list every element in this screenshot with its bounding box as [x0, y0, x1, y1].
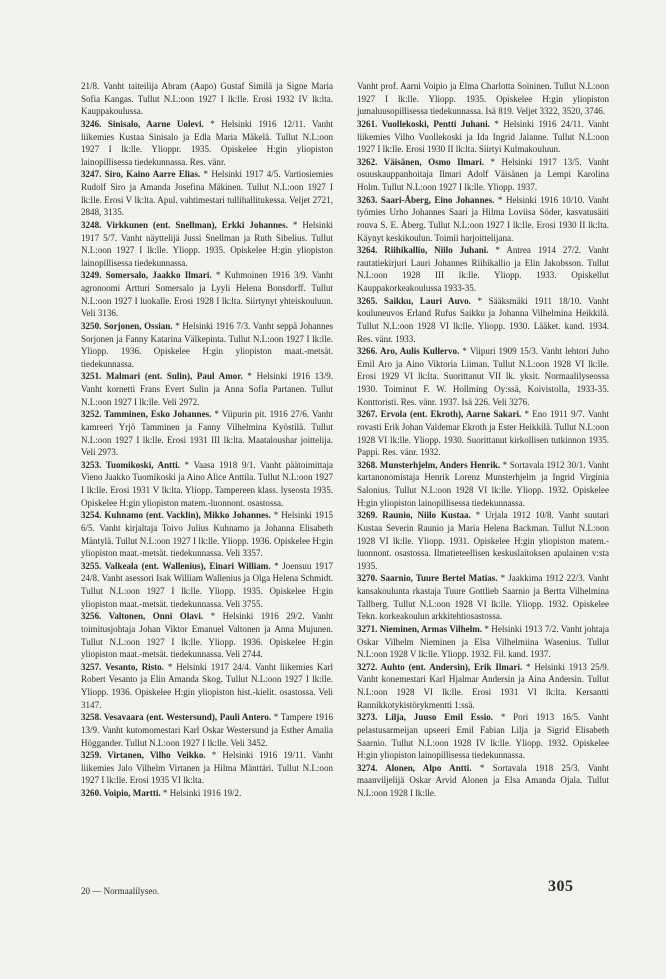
entry-name: 3262. Väisänen, Osmo Ilmari. [357, 156, 485, 167]
entry-name: 3269. Raunio, Niilo Kustaa. [357, 510, 471, 521]
entry-text: * Helsinki 1913 7/2. Vanht johtaja Oskar Vilhelm Nieminen ja Elsa Vilhelmiina Wasenius. Tullut N.L:oon 1928 V lk:lle. Yliopp. 1932. Fil. kand. 1937. [357, 623, 609, 660]
register-entry [357, 194, 609, 245]
register-entry [81, 560, 333, 611]
register-entry [81, 610, 333, 661]
entry-text: * Viipuri 1909 15/3. Vanht lehtori Juho Emil Aro ja Aino Viktoria Liiman. Tullut N.L:oon 1928 VI lk:lle. Erosi 1929 VI lk:lta. Suorittanut VII lk. yksit. Normaalilyseossa 1930. Toiminut F. W. Hollming Oy:ssä, Koivistolla, 1933-35. Konttoristi. Res. vänr. 1937. Isä 226. Veli 3276. [357, 346, 609, 407]
entry-name: 3261. Vuollekoski, Pentti Juhani. [357, 118, 490, 129]
entry-text: * Helsinki 1917 4/5. Vartiosiemies Rudolf Siro ja Amanda Josefina Mäkinen. Tullut N.L:oon 1927 I lk:lle. Erosi V lk:lta. Apul. vahtimestari tullihallitukessa. Veljet 2721, 2848, 3135. [81, 169, 333, 218]
entry-text: * Helsinki 1916 7/3. Vanht seppä Johannes Sorjonen ja Fanny Katarina Välkepinta. Tullut N.L:oon 1927 I lk:lle. Yliopp. 1936. Opiskelee H:gin yliopiston maat.-metsät. tiedekunnassa. [81, 320, 334, 369]
entry-text: * Helsinki 1915 6/5. Vanht kirjaltaja Toivo Julius Kuhnamo ja Johanna Elisabeth Mäntylä. Tullut N.L:oon 1927 I lk:lle. Yliopp. 1936. Opiskelee H:gin yliopiston maat.-metsät. tiedekunnassa. Veli 3357. [81, 510, 333, 559]
entry-name: 3271. Nieminen, Armas Vilhelm. [357, 623, 483, 634]
entry-text: * Eno 1911 9/7. Vanht rovasti Erik Johan Valdemar Ekroth ja Ester Heikkilä. Tullut N.L:oon 1928 VI lk:lle. Yliopp. 1930. Suorittanut kirkollisen tutkinnon 1935. Pappi. Res. vänr. 1932. [357, 409, 609, 458]
entry-name: 3248. Virkkunen (ent. Snellman), Erkki Johannes. [81, 219, 288, 230]
entry-text: * Antrea 1914 27/2. Vanht rautatiekirjuri Lauri Johannes Riihikallio ja Elin Jakobsson. Tullut N.L:oon 1928 III lk:lle. Yliopp. 1933. Opiskellut Kauppakorkeakoulussa 1933-35. [357, 245, 609, 293]
register-entry [357, 118, 609, 156]
register-entry [81, 711, 333, 749]
register-entry [357, 661, 609, 712]
entry-text: * Vaasa 1918 9/1. Vanht päätoimittaja Vieno Jaakko Tuomikoski ja Aino Alice Anttila. Tullut N.L:oon 1927 I lk:lle. Erosi 1931 V lk:lta. Yliopp. Tampereen klass. lyseosta 1935. Opiskelee H:gin yliopiston matem.-luonnont. osastossa. [81, 459, 333, 508]
entry-name: 3274. Alonen, Alpo Antti. [357, 762, 472, 773]
register-entry [357, 80, 609, 118]
entry-name: 3254. Kuhnamo (ent. Vacklin), Mikko Johannes. [81, 510, 271, 521]
entry-name: 3247. Siro, Kaino Aarre Elias. [81, 169, 201, 180]
entry-name: 3252. Tamminen, Esko Johannes. [81, 409, 212, 420]
register-entry [357, 711, 609, 762]
entry-name: 3265. Saikku, Lauri Auvo. [357, 295, 471, 306]
register-entry [357, 623, 609, 661]
entry-text: * Helsinki 1916 13/9. Vanht kornetti Frans Evert Sulin ja Anna Sofia Partanen. Tullut N.L:oon 1927 I lk:lle. Veli 2972. [81, 371, 333, 407]
register-entry [357, 572, 609, 623]
register-entry [81, 269, 333, 320]
entry-text: * Viipurin pit. 1916 27/6. Vanht kamreeri Yrjö Tamminen ja Fanny Vilhelmina Kyöstilä. Tullut N.L:oon 1927 I lk:lle. Erosi 1931 III lk:lta. Maataloushar joittelija. Veli 2973. [81, 409, 333, 458]
entry-text: * Helsinki 1916 24/11. Vanht liikemies Vilho Vuollekoski ja Ida Ingrid Jalanne. Tullut N.L:oon 1927 I lk:lle. Erosi 1930 II lk:lta. Siirtyi Kulmakouluun. [357, 118, 609, 155]
register-entry [357, 408, 609, 459]
register-entry [81, 118, 333, 169]
entry-text: * Helsinki 1917 5/7. Vanht näyttelijä Jussi Snellman ja Ruth Sibelius. Tullut N.L:oon 1927 I lk:lle. Yliopp. 1935. Opiskelee H:gin yliopiston lainopillisessa tiedekunnassa. [81, 219, 333, 268]
entry-text: * Joensuu 1917 24/8. Vanht asessori Isak William Wallenius ja Olga Helena Schmidt. Tullut N.L:oon 1927 I lk:lle. Yliopp. 1935. Opiskelee H:gin yliopiston maat.-metsät. tiedekunnassa. Veli 3755. [81, 560, 333, 609]
entry-text: * Jaakkima 1912 22/3. Vanht kansakoulunta rkastaja Tuure Gottlieb Saarnio ja Bertta Vilhelmina Tallberg. Tullut N.L:oon 1928 VI lk:lle. Yliopp. 1932. Opiskelee Tekn. korkeakoulun arkkitehtiosastossa. [357, 573, 609, 622]
entry-text: * Kuhmoinen 1916 3/9. Vanht agronoomi Artturi Somersalo ja Lyyli Helena Bonsdorff. Tullut N.L:oon 1927 I luokalle. Erosi 1928 I lk:lta. Siirtynyt yhteiskouluun. Veli 3136. [81, 270, 333, 319]
entry-name: 3272. Auhto (ent. Andersin), Erik Ilmari. [357, 661, 523, 672]
register-entry [81, 168, 333, 219]
register-entry [357, 459, 609, 510]
register-entry [81, 749, 333, 787]
entry-text: * Pori 1913 16/5. Vanht pelastusarmeijan upseeri Emil Fabian Lilja ja Sigrid Elisabeth Saarnio. Tullut N.L:oon 1928 IV lk:lle. Yliopp. 1932. Opiskelee H:gin yliopiston lainopillisessa tiedekunnassa. [357, 712, 609, 761]
page-number: 305 [548, 878, 574, 895]
entry-text: 21/8. Vanht taiteilija Abram (Aapo) Gustaf Similä ja Signe Maria Sofia Kangas. Tullut N.L:oon 1927 I lk:lle. Erosi 1932 IV lk:lta. Kauppakoulussa. [81, 81, 333, 117]
entry-text: * Helsinki 1917 13/5. Vanht osuuskauppanhoitaja Ilmari Adolf Väisänen ja Lempi Karolina Holm. Tullut N.L:oon 1927 I lk:lle. Yliopp. 1937. [357, 156, 610, 192]
register-entry [81, 370, 333, 408]
register-entry [81, 219, 333, 270]
entry-text: * Tampere 1916 13/9. Vanht kutomomestari Karl Oskar Westersund ja Esther Amalia Höggander. Tullut N.L:oon 1927 I lk:lle. Veli 3452. [81, 712, 333, 748]
entry-text: * Helsinki 1913 25/9. Vanht konemestari Karl Hjalmar Andersin ja Aina Andersin. Tullut N.L:oon 1928 VI lk:lle. Erosi 1931 VI lk:lta. Kersantti Rannikkotykistörykmentti 1:ssä. [357, 661, 609, 710]
entry-text: * Sääksmäki 1911 18/10. Vanht kouluneuvos Erland Rufus Saikku ja Johanna Vilhelmina Heikkilä. Tullut N.L:oon 1928 VI lk:lle. Yliopp. 1930. Lääket. kand. 1934. Res. vänr. 1933. [357, 295, 609, 344]
register-entry [81, 320, 333, 371]
register-entry [357, 244, 609, 295]
entry-name: 3257. Vesanto, Risto. [81, 661, 164, 672]
register-entry [81, 661, 333, 712]
register-entry [357, 509, 609, 572]
entry-text: * Helsinki 1916 19/11. Vanht liikemies Jalo Vilhelm Virtanen ja Hilma Mänttäri. Tullut N.L:oon 1927 I lk:lle. Erosi 1935 VI lk:lta. [81, 750, 333, 786]
entry-name: 3246. Sinisalo, Aarne Uolevi. [81, 118, 204, 129]
entry-text: * Sortavala 1918 25/3. Vanht maanviljelijä Oskar Arvid Alonen ja Elsa Amanda Ojala. Tullut N.L:oon 1928 I lk:lle. [357, 762, 609, 798]
entry-text: * Sortavala 1912 30/1. Vanht kartanonomistaja Henrik Lorenz Munsterhjelm ja Ingrid Virginia Salonius. Tullut N.L:oon 1928 VI lk:lle. Yliopp. 1932. Opiskelee H:gin yliopiston lainopillisessa tiedekunnassa. [357, 459, 609, 508]
entry-text: * Helsinki 1917 24/4. Vanht liikemies Karl Robert Vesanto ja Elin Amanda Skog. Tullut N.L:oon 1927 I lk:lle. Yliopp. 1936. Opiskelee H:gin yliopiston hist.-kielit. osastossa. Veli 3147. [81, 661, 333, 710]
entry-name: 3259. Virtanen, Vilho Veikko. [81, 750, 206, 761]
entry-name: 3263. Saari-Åberg, Eino Johannes. [357, 194, 495, 205]
entry-text: Vanht prof. Aarni Voipio ja Elma Charlotta Soininen. Tullut N.L:oon 1927 I lk:lle. Yliopp. 1935. Opiskelee H:gin yliopiston jumaluusopillisessa tiedekunnassa. Isä 819. Veljet 3322, 3520, 3746. [357, 81, 609, 117]
register-entry [357, 156, 609, 194]
entry-name: 3250. Sorjonen, Ossian. [81, 320, 173, 331]
entry-name: 3249. Somersalo, Jaakko Ilmari. [81, 270, 212, 281]
entry-name: 3268. Munsterhjelm, Anders Henrik. [357, 459, 501, 470]
register-entry [81, 408, 333, 459]
entry-text: * Helsinki 1916 12/11. Vanht liikemies Kustaa Sinisalo ja Edla Maria Mäkelä. Tullut N.L:oon 1927 I lk:lle. Ylioppr. 1935. Opiskelee H:gin yliopiston lainopillisessa tiedekunnassa. Res. vänr. [81, 118, 334, 167]
register-entry [81, 509, 333, 560]
register-entry [81, 80, 333, 118]
register-entry [357, 762, 609, 800]
entry-name: 3256. Valtonen, Onni Olavi. [81, 611, 204, 622]
entry-name: 3253. Tuomikoski, Antti. [81, 459, 180, 470]
register-entry [357, 345, 609, 408]
entry-name: 3264. Riihikallio, Niilo Juhani. [357, 245, 489, 256]
left-column [81, 80, 333, 800]
entry-name: 3255. Valkeala (ent. Wallenius), Einari William. [81, 560, 271, 571]
entry-name: 3266. Aro, Aulis Kullervo. [357, 346, 460, 357]
register-entry [357, 295, 609, 346]
register-entry [81, 787, 333, 800]
register-entry [81, 459, 333, 510]
entry-text: * Helsinki 1916 10/10. Vanht työmies Urho Johannes Saari ja Hilma Loviisa Söder, kasvatusäiti rouva S. E. Åberg. Tullut N.L:oon 1927 I lk:lle. Erosi 1930 II lk:lta. Käynyt keskikoulun. Toimii harjoittelijana. [357, 194, 609, 243]
entry-name: 3270. Saarnio, Tuure Bertel Matias. [357, 573, 498, 584]
entry-name: 3260. Voipio, Martti. [81, 788, 161, 798]
entry-name: 3258. Vesavaara (ent. Westersund), Pauli Antero. [81, 712, 272, 723]
entry-text: * Helsinki 1916 29/2. Vanht toimitusjohtaja Johan Viktor Emanuel Valtonen ja Anna Mujunen. Tullut N.L:oon 1927 I lk:lle. Yliopp. 1936. Opiskelee H:gin yliopiston maat.-metsät. tiedekunnassa. Veli 2744. [81, 611, 333, 660]
entry-name: 3251. Malmari (ent. Sulin), Paul Amor. [81, 371, 243, 382]
entry-text: * Helsinki 1916 19/2. [160, 788, 242, 798]
entry-text: * Urjala 1912 10/8. Vanht suutari Kustaa Severin Raunio ja Maria Helena Backman. Tullut N.L:oon 1928 VI lk:lle. Yliopp. 1931. Opiskelee H:gin yliopiston matem.-luonnont. osastossa. Ilmatieteellisen keskuslaitoksen apulainen v:sta 1935. [357, 510, 609, 571]
footer-signature: 20 — Normaalilyseo. [81, 886, 160, 896]
entry-name: 3267. Ervola (ent. Ekroth), Aarne Sakari. [357, 409, 522, 420]
entry-name: 3273. Lilja, Juuso Emil Essio. [357, 712, 494, 723]
right-column [357, 80, 609, 800]
